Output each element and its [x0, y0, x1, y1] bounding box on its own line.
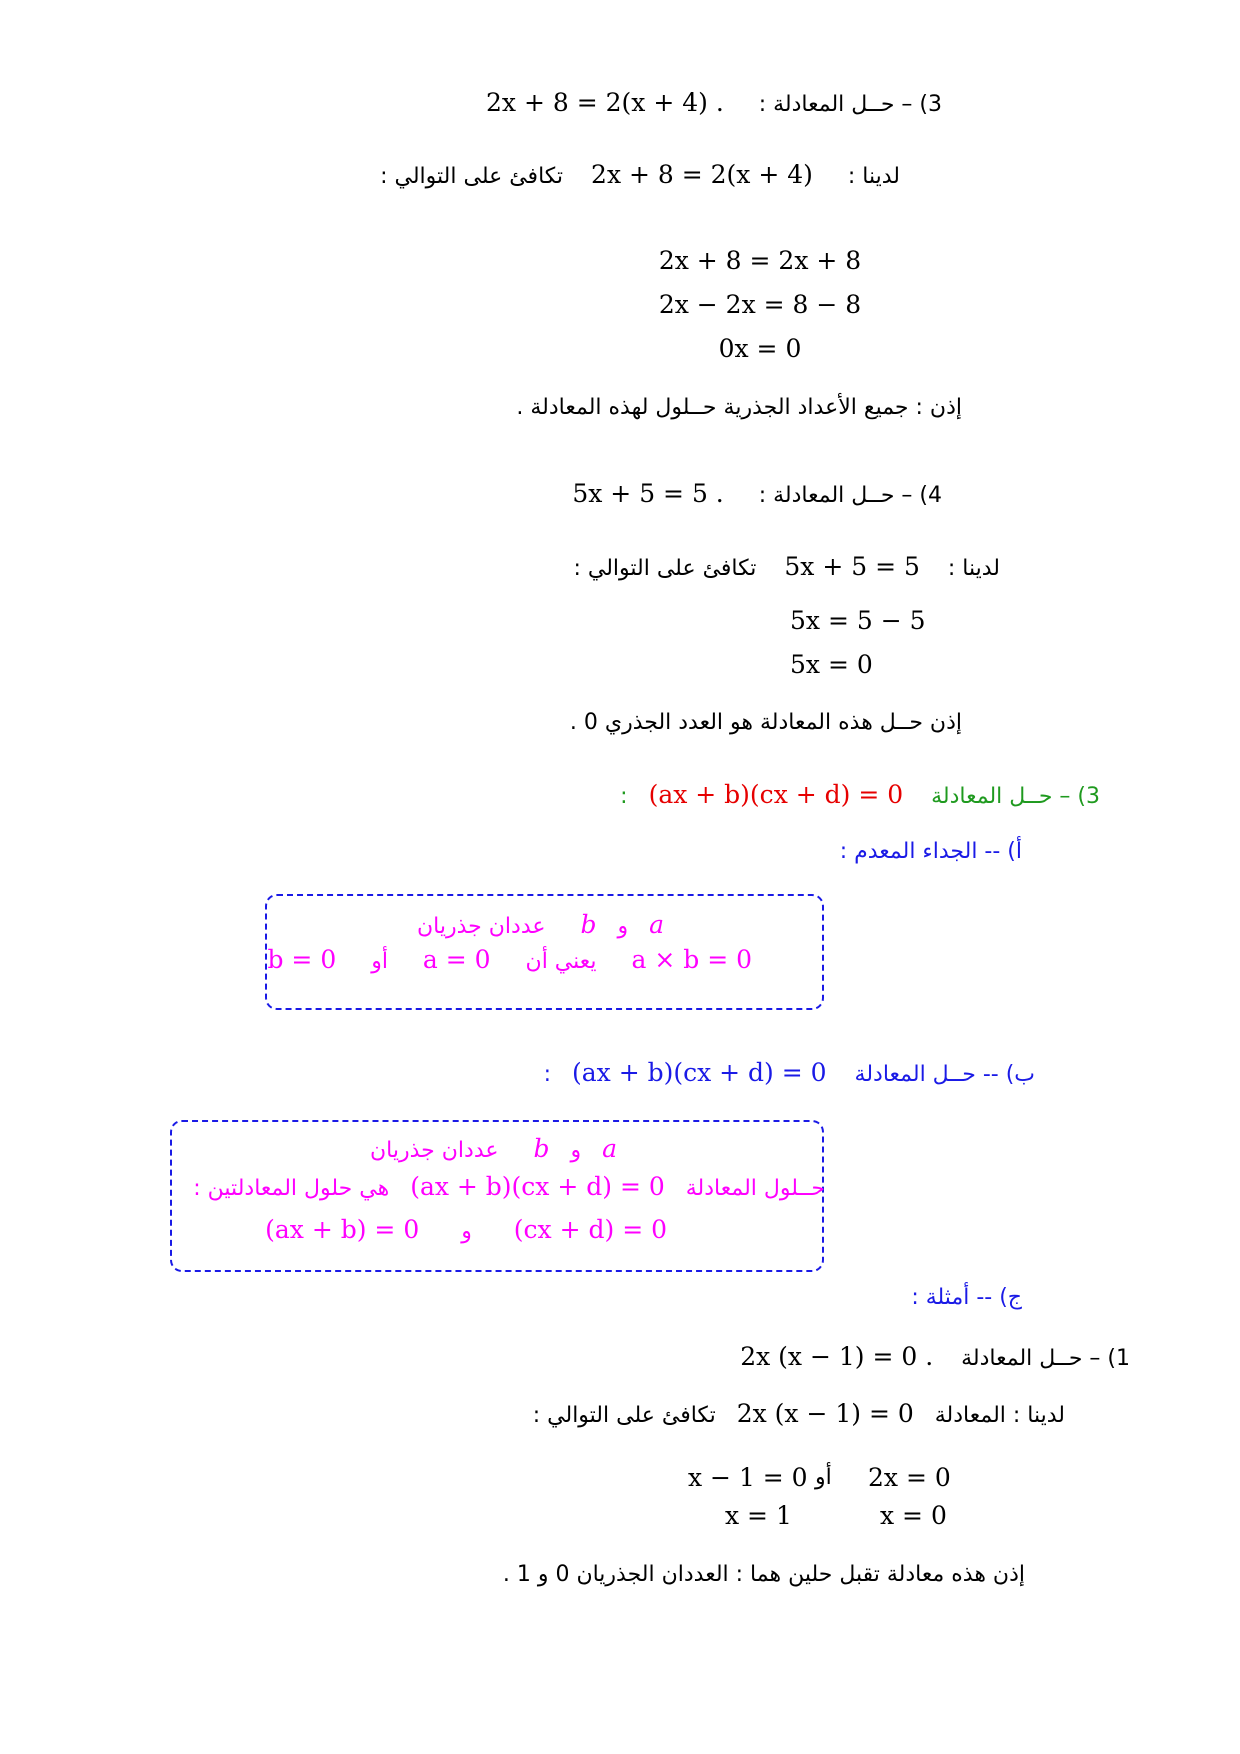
sub-b-equation: (ax + b)(cx + d) = 0 [572, 1058, 827, 1087]
sub-b-and-2: و [461, 1219, 472, 1244]
p4-step-2: 5x = 0 [790, 650, 873, 679]
ex1-conclusion: إذن هذه معادلة تقبل حلين هما : العددان الجذريان 0 و 1 . [502, 1562, 1025, 1587]
sub-b-title-line [544, 1058, 1035, 1090]
p4-lead-line [573, 552, 1000, 584]
section-colon: : [620, 784, 628, 809]
section-number: 3) – [1059, 784, 1100, 809]
sub-a-and: و [617, 914, 629, 939]
sub-a-var-b: b [580, 910, 597, 939]
ex1-row1-or: أو [815, 1465, 832, 1490]
sub-b-var-b: b [533, 1134, 550, 1163]
p4-title: 4) – حــل المعادلة : [758, 483, 942, 508]
sub-a-or: أو [371, 949, 388, 974]
p3-title-line [486, 88, 942, 120]
ex1-row2-right: x = 0 [880, 1501, 947, 1530]
p4-lead-a: لدينا : [947, 556, 1000, 581]
p3-equation: 2x + 8 = 2(x + 4) . [486, 88, 724, 117]
ex1-row1-left: x − 1 = 0 [688, 1463, 808, 1492]
sub-b-box-line-3 [265, 1215, 667, 1247]
p3-step-2: 2x − 2x = 8 − 8 [658, 290, 862, 319]
sub-a-var-a: a [649, 910, 664, 939]
p3-step-3: 0x = 0 [718, 334, 802, 363]
ex1-title-line [740, 1342, 1130, 1374]
p3-lead-equation: 2x + 8 = 2(x + 4) [591, 160, 813, 189]
p4-equation: 5x + 5 = 5 . [572, 479, 724, 508]
sub-a-box-line-1 [417, 910, 664, 942]
p4-step-1: 5x = 5 − 5 [790, 606, 926, 635]
sub-b-factor-2: (cx + d) = 0 [513, 1215, 667, 1244]
p3-title: 3) – حــل المعادلة : [758, 92, 942, 117]
ex1-lead-b: تكافئ على التوالي : [532, 1403, 716, 1428]
sub-b-var-a: a [602, 1134, 617, 1163]
sub-a-a-zero: a = 0 [422, 945, 491, 974]
ex1-lead-a: لدينا : المعادلة [934, 1403, 1065, 1428]
ex1-title: 1) – حــل المعادلة [961, 1346, 1130, 1371]
sub-a-means: يعني أن [525, 949, 597, 974]
sub-b-factor-1: (ax + b) = 0 [265, 1215, 420, 1244]
p4-lead-b: تكافئ على التوالي : [573, 556, 757, 581]
sub-a-b-zero: b = 0 [267, 945, 337, 974]
sub-b-box-line-2-tail: هي حلول المعادلتين : [193, 1176, 390, 1201]
sub-b-title: ب) -- حــل المعادلة [854, 1062, 1035, 1087]
ex1-row2-left: x = 1 [725, 1501, 792, 1530]
sub-b-box-line-2-head: حــلول المعادلة [685, 1176, 825, 1201]
section-title-line [620, 780, 1100, 812]
section-title: حــل المعادلة [931, 784, 1053, 809]
p4-title-line [572, 479, 942, 511]
ex1-equation: 2x (x − 1) = 0 . [740, 1342, 934, 1371]
sub-c-title: ج) -- أمثلة : [911, 1285, 1022, 1310]
p3-step-1: 2x + 8 = 2x + 8 [658, 246, 862, 275]
sub-a-box-line-1-tail: عددان جذريان [417, 914, 546, 939]
sub-b-box-line-1 [370, 1134, 617, 1166]
p3-lead-line [380, 160, 900, 192]
p4-lead-equation: 5x + 5 = 5 [784, 552, 920, 581]
sub-a-box-line-2 [267, 945, 752, 977]
p3-conclusion: إذن : جميع الأعداد الجذرية حــلول لهذه المعادلة . [516, 395, 962, 420]
sub-a-product-equation: a × b = 0 [631, 945, 752, 974]
p4-conclusion: إذن حــل هذه المعادلة هو العدد الجذري 0 . [569, 710, 962, 735]
section-equation: (ax + b)(cx + d) = 0 [648, 780, 904, 809]
sub-b-box-equation: (ax + b)(cx + d) = 0 [410, 1172, 665, 1201]
p3-lead-a: لدينا : [847, 164, 900, 189]
p3-lead-b: تكافئ على التوالي : [380, 164, 564, 189]
ex1-row1-right: 2x = 0 [868, 1463, 951, 1492]
ex1-lead-equation: 2x (x − 1) = 0 [736, 1399, 914, 1428]
ex1-lead-line [533, 1399, 1065, 1431]
sub-b-box-line-2 [193, 1172, 825, 1204]
sub-b-and: و [570, 1138, 582, 1163]
sub-b-box-line-1-tail: عددان جذريان [370, 1138, 499, 1163]
sub-b-colon: : [543, 1062, 552, 1087]
sub-a-title: أ) -- الجداء المعدم : [839, 839, 1022, 864]
